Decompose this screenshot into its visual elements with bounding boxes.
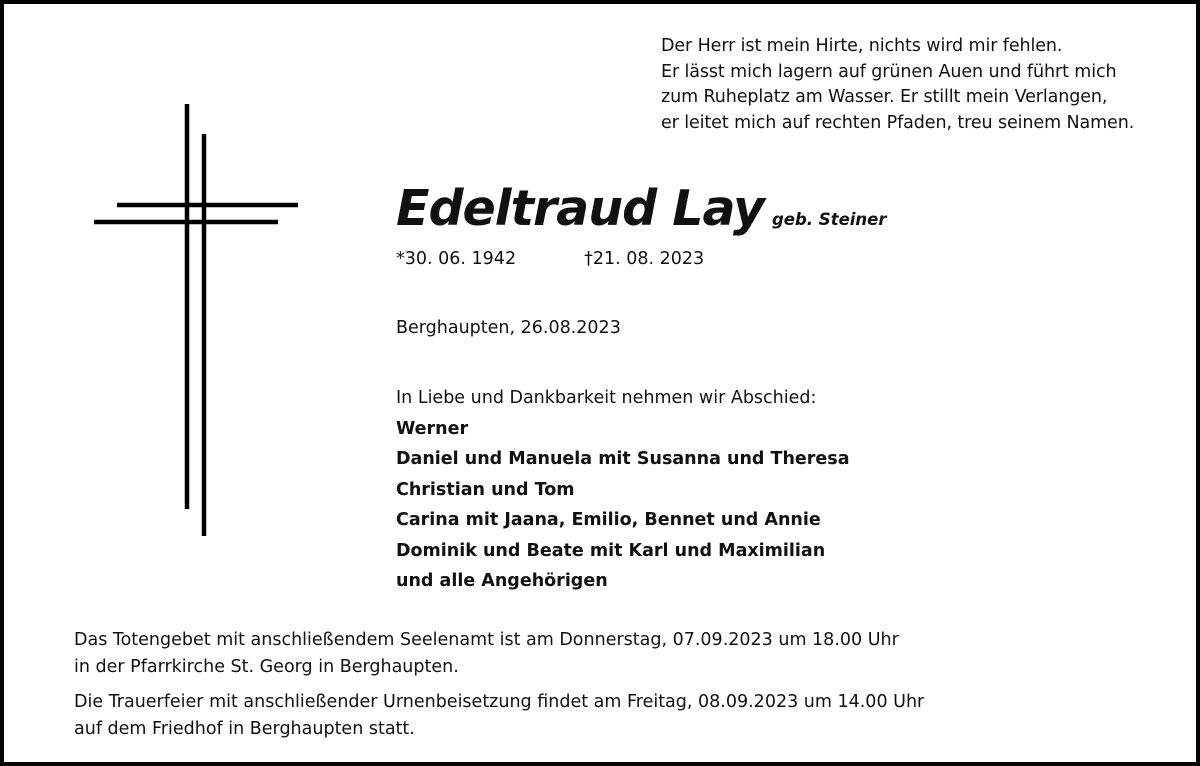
place-date: Berghaupten, 26.08.2023 [396, 318, 621, 338]
mourner-name: Carina mit Jaana, Emilio, Bennet und Annie [396, 510, 821, 530]
deceased-name: Edeltraud Lay [396, 180, 764, 237]
double-line-cross-icon [92, 104, 302, 539]
funeral-notice-line: Die Trauerfeier mit anschließender Urnenbeisetzung findet am Freitag, 08.09.2023 um 14.00 Uhr [74, 692, 925, 712]
mourners-list [396, 383, 850, 597]
psalm-line: er leitet mich auf rechten Pfaden, treu seinem Namen. [661, 112, 1135, 133]
mourners-intro: In Liebe und Dankbarkeit nehmen wir Abschied: [396, 388, 817, 408]
mourner-name: und alle Angehörigen [396, 571, 608, 591]
psalm-line: zum Ruheplatz am Wasser. Er stillt mein Verlangen, [661, 87, 1108, 107]
psalm-quote [661, 34, 1134, 136]
psalm-line: Er lässt mich lagern auf grünen Auen und führt mich [661, 61, 1117, 82]
funeral-notice [74, 689, 924, 743]
prayer-notice [74, 627, 899, 681]
life-dates [396, 249, 704, 269]
mourner-name: Christian und Tom [396, 479, 575, 500]
mourner-name: Dominik und Beate mit Karl und Maximilian [396, 540, 826, 561]
birth-date: *30. 06. 1942 [396, 249, 517, 269]
death-date: †21. 08. 2023 [584, 249, 705, 269]
funeral-notice-line: auf dem Friedhof in Berghaupten statt. [74, 719, 415, 739]
mourner-name: Daniel und Manuela mit Susanna und Theresa [396, 449, 850, 469]
prayer-notice-line: Das Totengebet mit anschließendem Seelenamt ist am Donnerstag, 07.09.2023 um 18.00 Uhr [74, 630, 899, 650]
psalm-line: Der Herr ist mein Hirte, nichts wird mir fehlen. [661, 36, 1063, 56]
deceased-name-row [396, 180, 887, 237]
birth-name: geb. Steiner [771, 210, 887, 229]
prayer-notice-line: in der Pfarrkirche St. Georg in Berghaupten. [74, 657, 459, 677]
mourner-name: Werner [396, 418, 469, 439]
